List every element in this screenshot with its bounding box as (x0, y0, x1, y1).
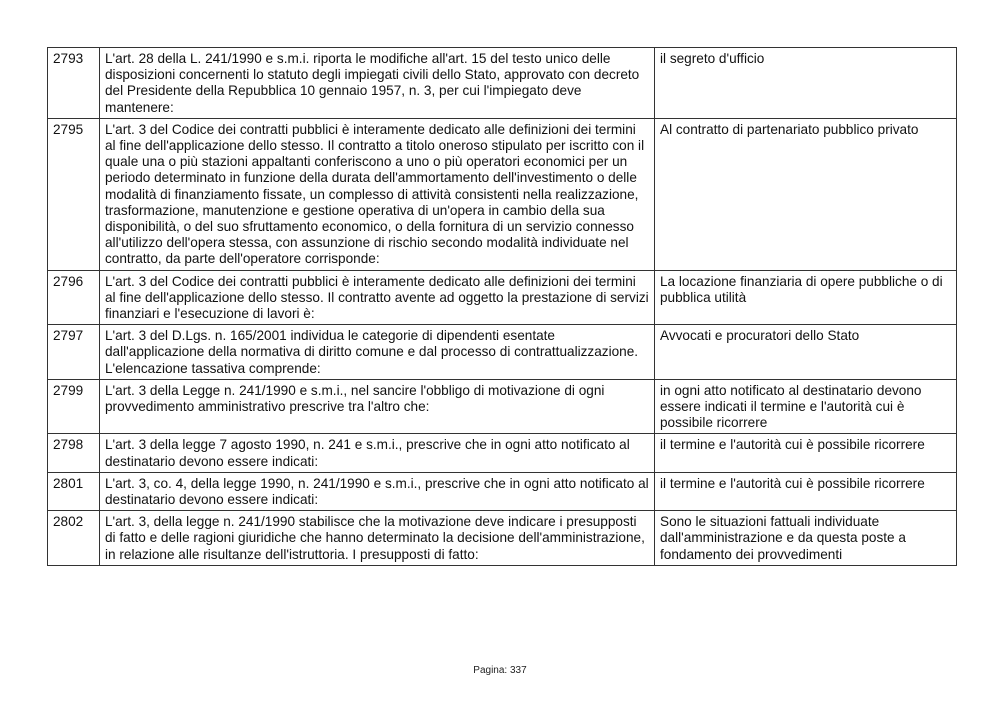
row-question: L'art. 3 della legge 7 agosto 1990, n. 241 e s.m.i., prescrive che in ogni atto notificato al destinatario devono essere indicati: (100, 434, 655, 472)
row-answer: il segreto d'ufficio (655, 48, 957, 119)
row-id: 2795 (48, 118, 100, 270)
row-question: L'art. 3 della Legge n. 241/1990 e s.m.i., nel sancire l'obbligo di motivazione di ogni provvedimento amministrativo prescrive tra l'altro che: (100, 379, 655, 434)
table-row (48, 379, 957, 434)
row-question: L'art. 3, della legge n. 241/1990 stabilisce che la motivazione deve indicare i presupposti di fatto e delle ragioni giuridiche che hanno determinato la decisione dell'amministrazione, in relazione alle risultanze dell'istruttoria. I presupposti di fatto: (100, 511, 655, 566)
row-answer: La locazione finanziaria di opere pubbliche o di pubblica utilità (655, 270, 957, 325)
row-answer: il termine e l'autorità cui è possibile ricorrere (655, 434, 957, 472)
table-row (48, 118, 957, 270)
row-question: L'art. 3 del D.Lgs. n. 165/2001 individua le categorie di dipendenti esentate dall'applicazione della normativa di diritto comune e dal processo di contrattualizzazione. L'elencazione tassativa comprende: (100, 325, 655, 380)
row-question: L'art. 28 della L. 241/1990 e s.m.i. riporta le modifiche all'art. 15 del testo unico delle disposizioni concernenti lo statuto degli impiegati civili dello Stato, approvato con decreto del Presidente della Repubblica 10 gennaio 1957, n. 3, per cui l'impiegato deve mantenere: (100, 48, 655, 119)
row-answer: Avvocati e procuratori dello Stato (655, 325, 957, 380)
row-id: 2799 (48, 379, 100, 434)
row-question: L'art. 3 del Codice dei contratti pubblici è interamente dedicato alle definizioni dei termini al fine dell'applicazione dello stesso. Il contratto avente ad oggetto la prestazione di servizi finanziari e l'esecuzione di lavori è: (100, 270, 655, 325)
row-id: 2793 (48, 48, 100, 119)
row-id: 2801 (48, 472, 100, 510)
table-row (48, 270, 957, 325)
table-row (48, 472, 957, 510)
row-answer: Sono le situazioni fattuali individuate dall'amministrazione e da questa poste a fondamento dei provvedimenti (655, 511, 957, 566)
page-number: Pagina: 337 (473, 665, 527, 676)
table-row (48, 325, 957, 380)
qa-table (47, 47, 957, 566)
row-question: L'art. 3 del Codice dei contratti pubblici è interamente dedicato alle definizioni dei termini al fine dell'applicazione dello stesso. Il contratto a titolo oneroso stipulato per iscritto con il quale una o più stazioni appaltanti conferiscono a uno o più operatori economici per un periodo determinato in funzione della durata dell'ammortamento dell'investimento o delle modalità di finanziamento fissate, un complesso di attività consistenti nella realizzazione, trasformazione, manutenzione e gestione operativa di un'opera in cambio della sua disponibilità, o del suo sfruttamento economico, o della fornitura di un servizio connesso all'utilizzo dell'opera stessa, con assunzione di rischio secondo modalità individuate nel contratto, da parte dell'operatore corrisponde: (100, 118, 655, 270)
row-id: 2802 (48, 511, 100, 566)
row-answer: in ogni atto notificato al destinatario devono essere indicati il termine e l'autorità cui è possibile ricorrere (655, 379, 957, 434)
table-row (48, 511, 957, 566)
row-answer: il termine e l'autorità cui è possibile ricorrere (655, 472, 957, 510)
row-answer: Al contratto di partenariato pubblico privato (655, 118, 957, 270)
row-id: 2797 (48, 325, 100, 380)
table-row (48, 48, 957, 119)
row-question: L'art. 3, co. 4, della legge 1990, n. 241/1990 e s.m.i., prescrive che in ogni atto notificato al destinatario devono essere indicati: (100, 472, 655, 510)
row-id: 2798 (48, 434, 100, 472)
row-id: 2796 (48, 270, 100, 325)
table-row (48, 434, 957, 472)
